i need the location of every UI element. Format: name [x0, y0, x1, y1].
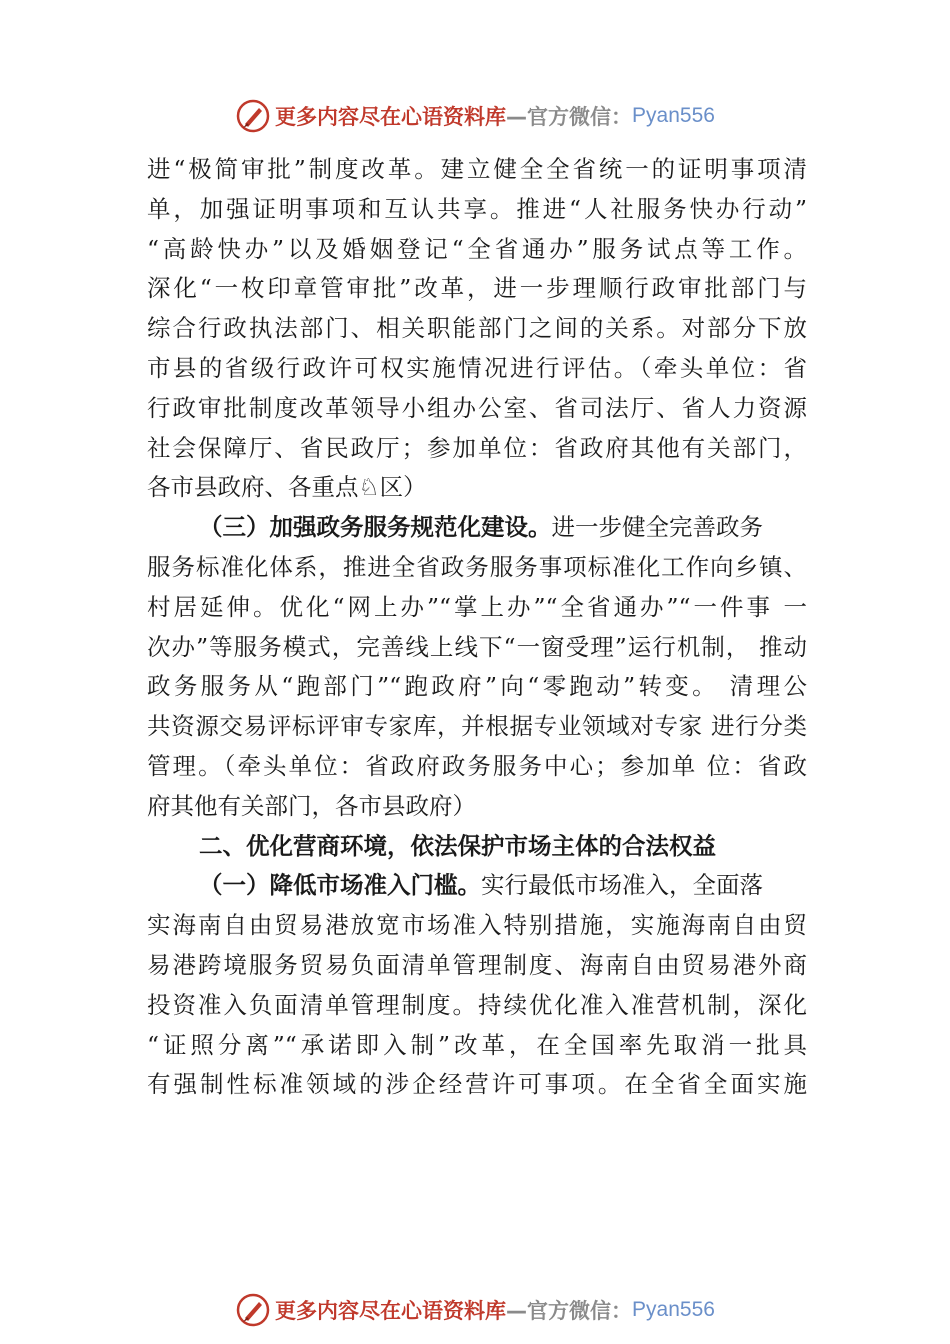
body-line: “高龄快办”以及婚姻登记“全省通办”服务试点等工作。 — [147, 234, 807, 263]
section-3-first-line — [147, 508, 807, 548]
header-watermark-banner — [0, 96, 950, 136]
banner-wechat-id: Pyan556 — [632, 1298, 715, 1321]
section-3-heading: （三）加强政务服务规范化建设。 — [199, 513, 552, 542]
part-2-heading: 二、优化营商环境，依法保护市场主体的合法权益 — [199, 831, 716, 860]
banner-wechat-label: —官方微信： — [506, 105, 633, 129]
banner-wechat-id: Pyan556 — [632, 104, 715, 127]
section-1-line: 实海南自由贸易港放宽市场准入特别措施，实施海南自由贸 — [147, 911, 807, 940]
body-line: 进“极简审批”制度改革。建立健全全省统一的证明事项清 — [147, 155, 807, 183]
section-1-line: 有强制性标准领域的涉企经营许可事项。在全省全面实施 — [147, 1070, 807, 1099]
pen-logo-icon — [235, 98, 271, 134]
section-3-line: 管理。（牵头单位：省政府政务服务中心；参加单 位：省政 — [147, 751, 807, 780]
section-3-line: 次办”等服务模式，完善线上线下“一窗受理”运行机制， 推动 — [147, 632, 807, 661]
body-line: 深化“一枚印章管审批”改革，进一步理顺行政审批部门与 — [147, 274, 807, 303]
document-body — [147, 150, 807, 1105]
body-line: 市县的省级行政许可权实施情况进行评估。（牵头单位：省 — [147, 353, 807, 382]
section-3-line: 政务服务从“跑部门”“跑政府”向“零跑动”转变。 清理公 — [147, 672, 807, 701]
body-line: 各市县政府、各重点♘区） — [147, 473, 427, 502]
section-3-line: 服务标准化体系，推进全省政务服务事项标准化工作向乡镇、 — [147, 552, 807, 581]
body-line: 综合行政执法部门、相关职能部门之间的关系。对部分下放 — [147, 314, 807, 343]
body-line: 行政审批制度改革领导小组办公室、省司法厅、省人力资源 — [147, 393, 807, 422]
section-3-first-text: 进一步健全完善政务 — [551, 513, 763, 542]
section-1-line: “证照分离”“承诺即入制”改革，在全国率先取消一批具 — [147, 1030, 807, 1059]
banner-site-name: 更多内容尽在心语资料库 — [275, 1299, 507, 1323]
section-1-first-line — [147, 866, 807, 906]
section-3-line: 共资源交易评标评审专家库，并根据专业领域对专家 进行分类 — [147, 712, 807, 741]
section-1-line: 易港跨境服务贸易负面清单管理制度、海南自由贸易港外商 — [147, 950, 807, 979]
section-3-line: 府其他有关部门，各市县政府） — [147, 791, 476, 820]
body-line: 社会保障厅、省民政厅；参加单位：省政府其他有关部门， — [147, 433, 807, 462]
section-1-first-text: 实行最低市场准入，全面落 — [481, 871, 763, 900]
banner-site-name: 更多内容尽在心语资料库 — [275, 105, 507, 129]
banner-wechat-label: —官方微信： — [506, 1299, 633, 1323]
section-1-line: 投资准入负面清单管理制度。持续优化准入准营机制，深化 — [147, 990, 807, 1019]
section-1-heading: （一）降低市场准入门槛。 — [199, 871, 481, 900]
body-line: 单，加强证明事项和互认共享。推进“人社服务快办行动” — [147, 194, 807, 223]
section-3-line: 村居延伸。优化“网上办”“掌上办”“全省通办”“一件事 一 — [147, 592, 807, 621]
footer-watermark-banner — [0, 1290, 950, 1330]
pen-logo-icon — [235, 1292, 271, 1328]
